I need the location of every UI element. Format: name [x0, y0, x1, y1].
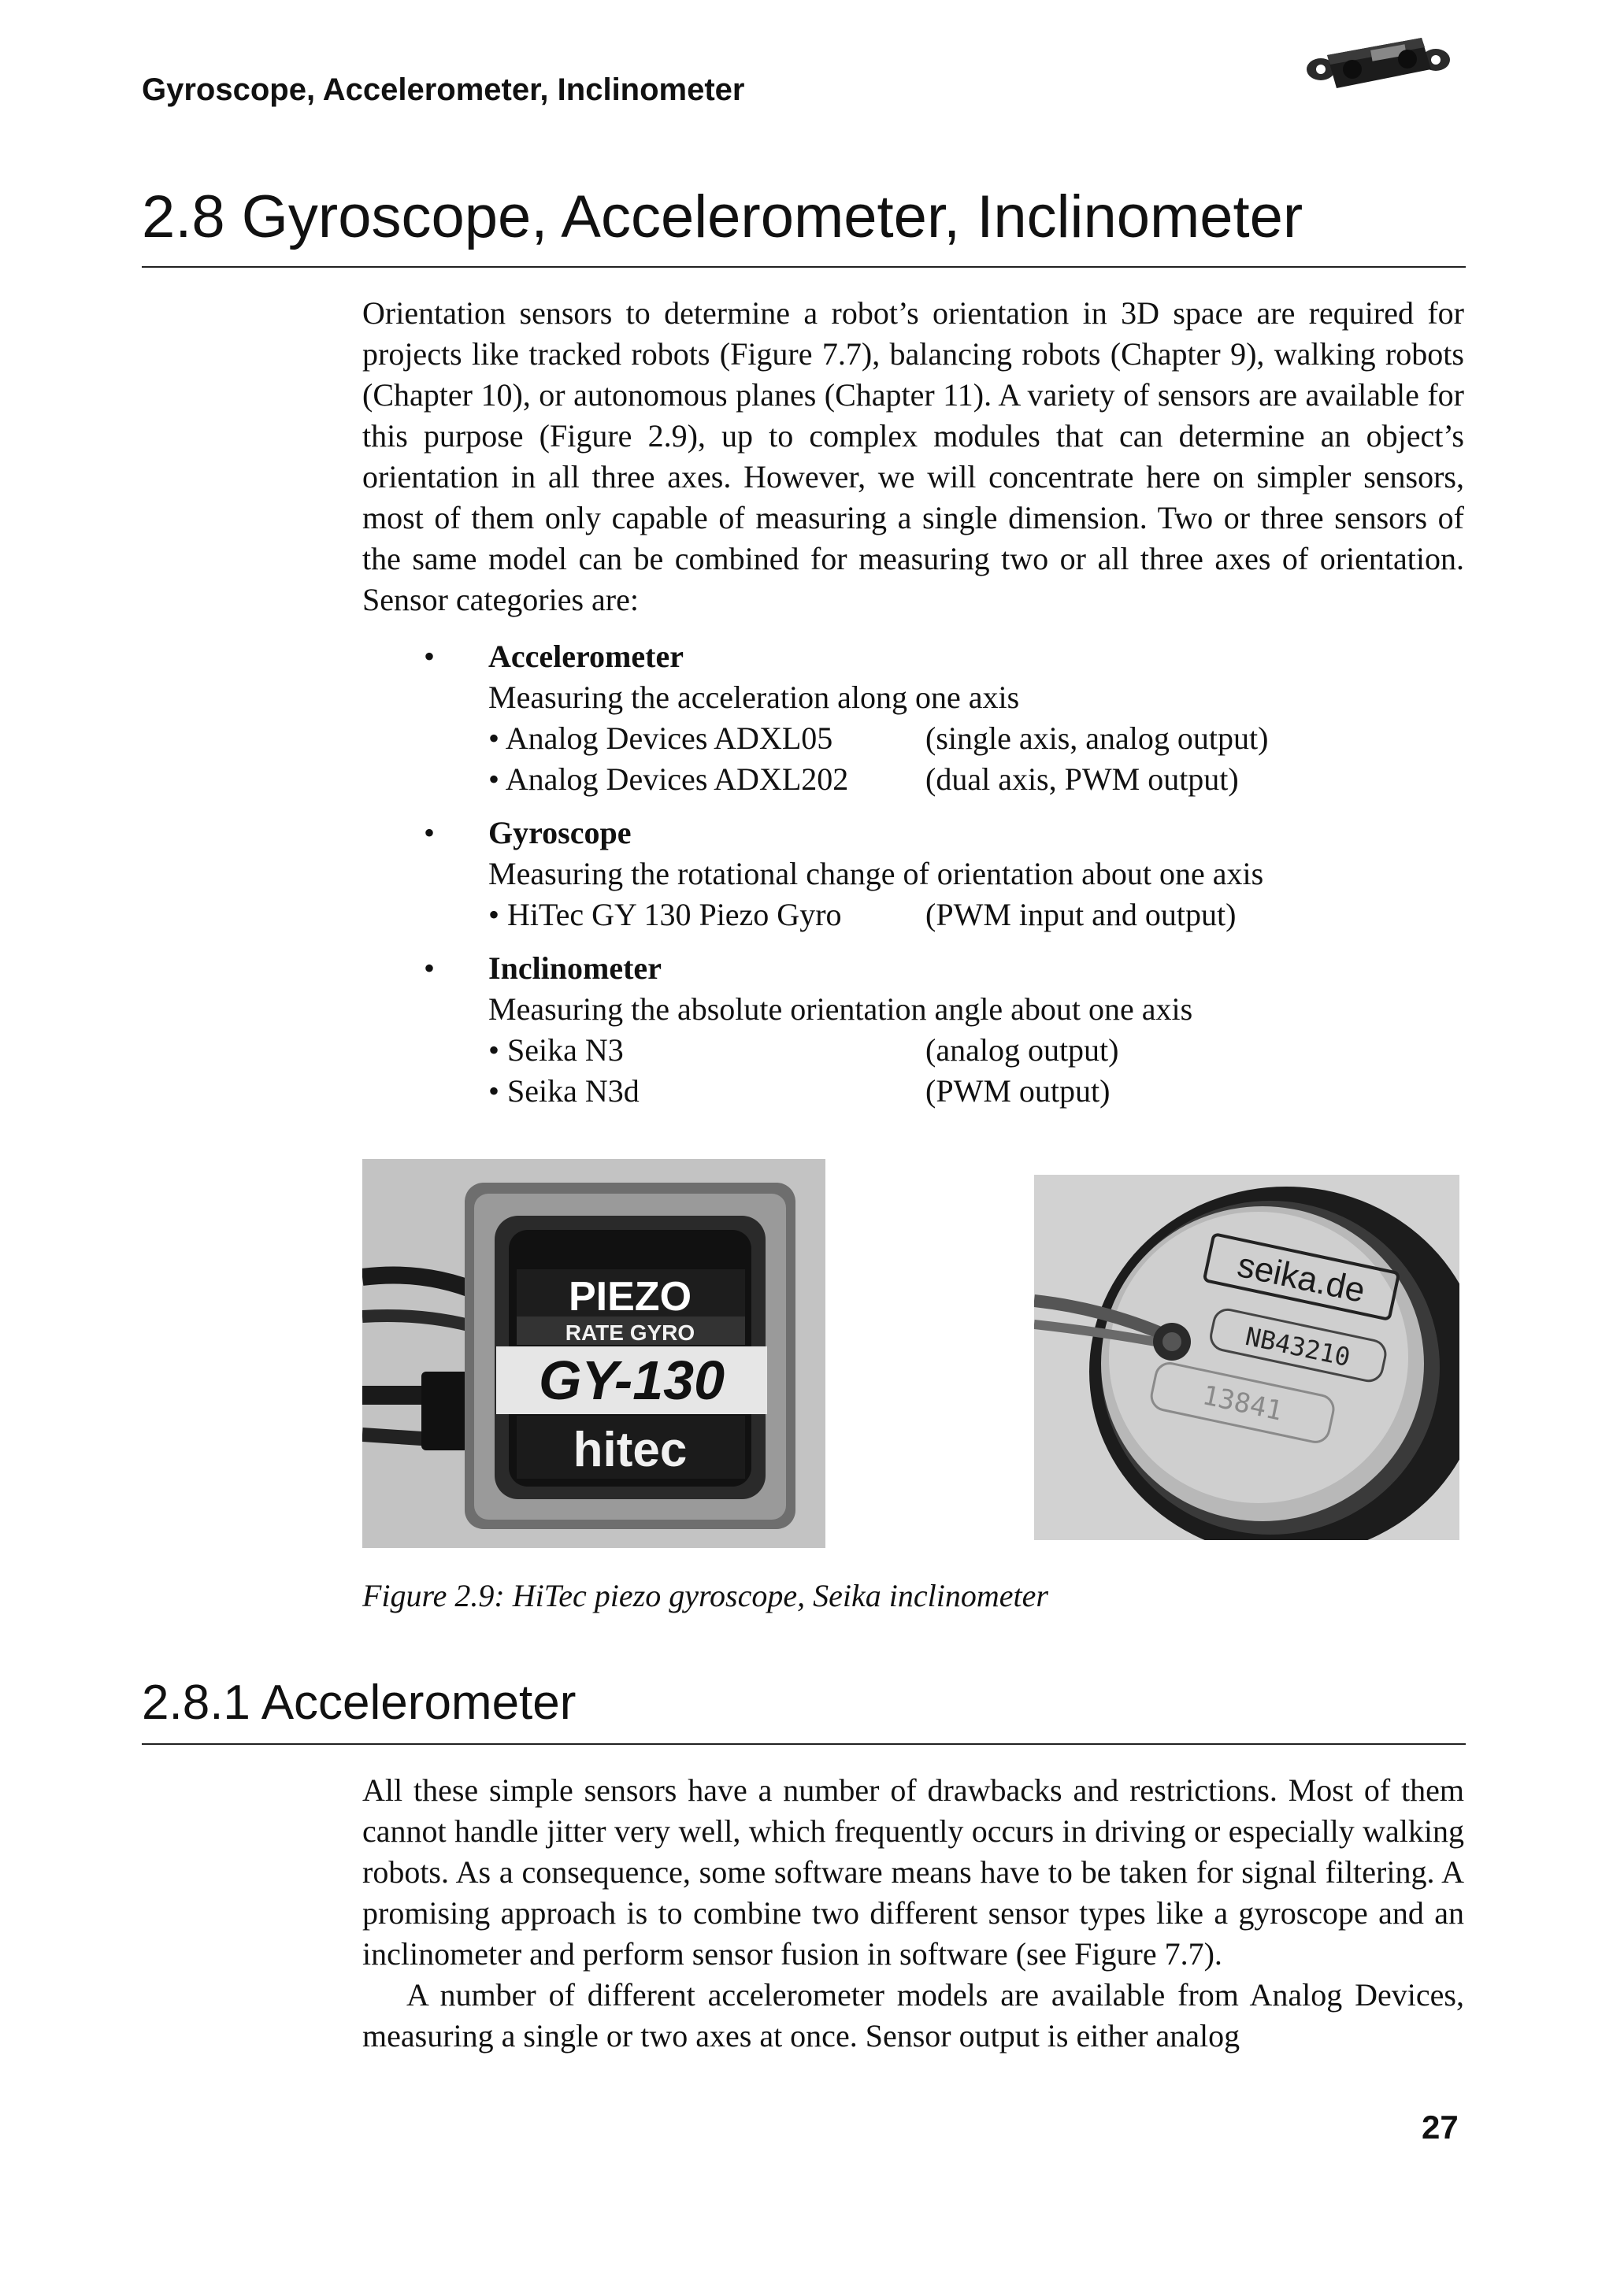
list-item: [488, 759, 1239, 800]
device-note: (PWM output): [925, 1073, 1111, 1109]
intro-paragraph: [362, 293, 1464, 620]
list-item: [488, 894, 1263, 935]
gyro-label-line2: RATE GYRO: [565, 1320, 695, 1345]
category-title: Inclinometer: [488, 950, 662, 986]
paragraph: All these simple sensors have a number of drawbacks and restrictions. Most of them cannot handle jitter very well, which frequently occurs in driving or especially walking robots. As a consequence, some software means have to be taken for signal filtering. A promising approach is to combine two different sensor types like a gyroscope and an inclinometer and perform sensor fusion in software (see Figure 7.7).: [362, 1772, 1464, 1972]
section-heading: 2.8 Gyroscope, Accelerometer, Inclinometer: [142, 183, 1303, 250]
category-accelerometer: [488, 636, 1269, 800]
device-note: (single axis, analog output): [925, 720, 1269, 756]
list-item: [488, 718, 1269, 759]
device-name: • Seika N3d: [488, 1073, 640, 1109]
list-item: [488, 1030, 1192, 1071]
heading-rule: [142, 266, 1466, 268]
gyro-label-line3: GY-130: [538, 1350, 725, 1411]
list-item: [488, 1071, 1192, 1112]
device-name: • Analog Devices ADXL202: [488, 761, 849, 797]
seika-serial: NB43210: [1242, 1320, 1353, 1373]
device-note: (PWM input and output): [925, 897, 1237, 932]
gyro-label-line1: PIEZO: [568, 1274, 692, 1320]
category-title: Accelerometer: [488, 639, 684, 674]
category-description: Measuring the acceleration along one axis: [488, 680, 1020, 715]
page-number: 27: [1422, 2109, 1459, 2146]
subsection-heading: 2.8.1 Accelerometer: [142, 1676, 577, 1730]
gyro-photo: [362, 1159, 825, 1548]
bullet: •: [424, 815, 436, 850]
seika-brand: seika.de: [1233, 1245, 1369, 1310]
subheading-rule: [142, 1743, 1466, 1745]
category-inclinometer: [488, 948, 1192, 1112]
subsection-body: [362, 1770, 1464, 2057]
bullet: •: [424, 950, 436, 986]
device-name: • HiTec GY 130 Piezo Gyro: [488, 897, 842, 932]
device-name: • Seika N3: [488, 1032, 624, 1068]
category-description: Measuring the absolute orientation angle about one axis: [488, 991, 1193, 1027]
figure-caption: Figure 2.9: HiTec piezo gyroscope, Seika inclinometer: [362, 1578, 1048, 1613]
device-note: (dual axis, PWM output): [925, 761, 1239, 797]
paragraph: A number of different accelerometer models are available from Analog Devices, measuring a single or two axes at once. Sensor output is either analog: [362, 1977, 1464, 2053]
category-gyroscope: [488, 813, 1263, 935]
category-description: Measuring the rotational change of orientation about one axis: [488, 856, 1264, 891]
seika-code: 13841: [1200, 1379, 1285, 1428]
distance-sensor-icon: [1303, 24, 1453, 102]
gyro-label-line4: hitec: [573, 1423, 688, 1477]
bullet: •: [424, 639, 436, 674]
running-head: Gyroscope, Accelerometer, Inclinometer: [142, 72, 745, 107]
device-note: (analog output): [925, 1032, 1119, 1068]
category-title: Gyroscope: [488, 815, 632, 850]
device-name: • Analog Devices ADXL05: [488, 720, 833, 756]
intro-text: Orientation sensors to determine a robot’s orientation in 3D space are required for projects like tracked robots (Figure 7.7), balancing robots (Chapter 9), walking robots (Chapter 10), or autonomous planes (Chapter 11). A variety of sensors are available for this purpose (Figure 2.9), up to complex modules that can determine an object’s orientation in all three axes. However, we will concentrate here on simpler sensors, most of them only capable of measuring a single dimension. Two or three sensors of the same model can be combined for measuring two or all three axes of orientation. Sensor categories are:: [362, 295, 1464, 617]
inclinometer-photo: [1034, 1175, 1459, 1540]
